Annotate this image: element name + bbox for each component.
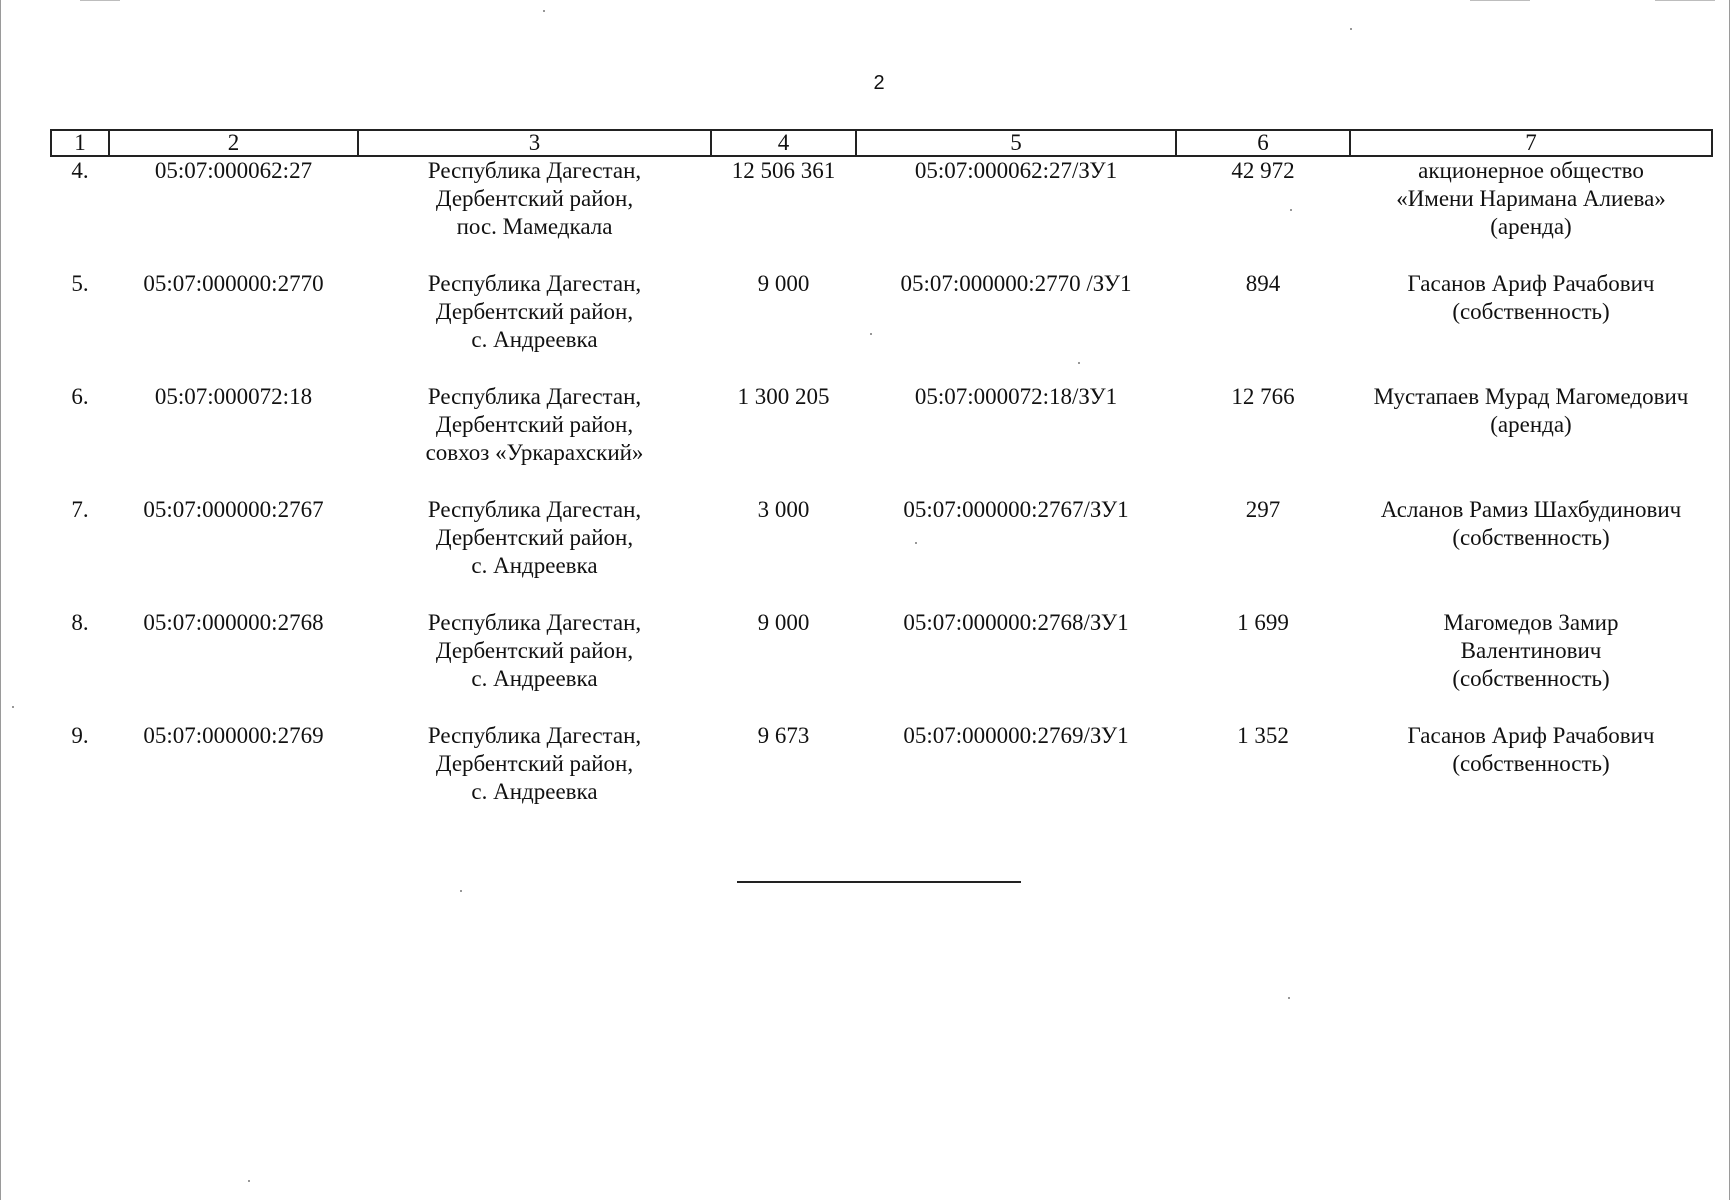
address-line: Дербентский район,	[435, 412, 634, 437]
row-number: 8.	[71, 610, 89, 635]
address-line: с. Андреевка	[471, 553, 598, 578]
column-header: 7	[1350, 130, 1712, 156]
column-header: 5	[856, 130, 1176, 156]
plot-area-value: 297	[1245, 497, 1281, 522]
cadastral-number-cell	[109, 270, 358, 383]
end-of-table-rule	[737, 881, 1021, 883]
holder-cell	[1350, 156, 1712, 270]
cadastral-number: 05:07:000000:2770	[143, 271, 324, 296]
area-cell	[711, 609, 856, 722]
row-number: 5.	[71, 271, 89, 296]
plot-area-value: 1 352	[1237, 723, 1289, 748]
address-line: Республика Дагестан,	[427, 384, 642, 409]
plot-number-cell	[856, 496, 1176, 609]
page-number: 2	[873, 72, 885, 94]
cadastral-number: 05:07:000000:2767	[143, 497, 324, 522]
address-cell	[358, 270, 711, 383]
table-row	[51, 496, 1712, 609]
plot-area-cell	[1176, 609, 1350, 722]
address-line: с. Андреевка	[471, 779, 598, 804]
scan-top-mark	[80, 0, 120, 1]
cadastral-number-cell	[109, 156, 358, 270]
area-value: 12 506 361	[731, 158, 836, 183]
address-line: Республика Дагестан,	[427, 497, 642, 522]
plot-number-cell	[856, 722, 1176, 835]
holder-line: Гасанов Ариф Рачабович	[1407, 271, 1655, 296]
area-cell	[711, 722, 856, 835]
land-plots-table	[50, 129, 1713, 835]
scan-top-mark	[1470, 0, 1530, 1]
holder-cell	[1350, 496, 1712, 609]
holder-line: (собственность)	[1452, 666, 1610, 691]
plot-number: 05:07:000000:2767/ЗУ1	[903, 497, 1129, 522]
scan-speck	[1350, 28, 1352, 30]
table-header-row	[51, 130, 1712, 156]
plot-number: 05:07:000000:2770 /ЗУ1	[900, 271, 1132, 296]
area-cell	[711, 496, 856, 609]
cadastral-number: 05:07:000062:27	[154, 158, 313, 183]
scan-speck	[248, 1180, 250, 1182]
address-line: Дербентский район,	[435, 751, 634, 776]
scan-top-mark	[1655, 0, 1715, 1]
area-value: 9 673	[757, 723, 810, 748]
scan-speck	[1290, 209, 1292, 211]
cadastral-number: 05:07:000000:2769	[143, 723, 324, 748]
holder-cell	[1350, 383, 1712, 496]
row-number: 7.	[71, 497, 89, 522]
plot-area-cell	[1176, 270, 1350, 383]
holder-line: Магомедов Замир	[1443, 610, 1619, 635]
scan-speck	[12, 706, 14, 708]
plot-area-value: 12 766	[1231, 384, 1295, 409]
plot-area-cell	[1176, 383, 1350, 496]
address-line: пос. Мамедкала	[456, 214, 613, 239]
row-number-cell	[51, 496, 109, 609]
area-value: 9 000	[757, 271, 810, 296]
table-row	[51, 383, 1712, 496]
holder-line: Валентинович	[1460, 638, 1602, 663]
holder-line: Асланов Рамиз Шахбудинович	[1380, 497, 1682, 522]
scan-speck	[460, 890, 462, 892]
address-line: Республика Дагестан,	[427, 610, 642, 635]
holder-line: (собственность)	[1452, 525, 1610, 550]
address-line: совхоз «Уркарахский»	[425, 440, 644, 465]
address-line: Дербентский район,	[435, 186, 634, 211]
column-header: 6	[1176, 130, 1350, 156]
plot-area-cell	[1176, 156, 1350, 270]
plot-area-cell	[1176, 496, 1350, 609]
row-number: 4.	[71, 158, 89, 183]
row-number-cell	[51, 722, 109, 835]
plot-number: 05:07:000062:27/ЗУ1	[914, 158, 1118, 183]
holder-cell	[1350, 722, 1712, 835]
plot-number-cell	[856, 383, 1176, 496]
address-cell	[358, 383, 711, 496]
cadastral-number-cell	[109, 383, 358, 496]
area-value: 1 300 205	[737, 384, 830, 409]
cadastral-number-cell	[109, 496, 358, 609]
plot-area-value: 894	[1245, 271, 1281, 296]
column-header: 4	[711, 130, 856, 156]
scan-speck	[1288, 997, 1290, 999]
address-line: с. Андреевка	[471, 327, 598, 352]
holder-line: «Имени Наримана Алиева»	[1396, 186, 1666, 211]
plot-area-value: 42 972	[1231, 158, 1295, 183]
address-line: с. Андреевка	[471, 666, 598, 691]
plot-area-value: 1 699	[1237, 610, 1289, 635]
area-cell	[711, 270, 856, 383]
cadastral-number: 05:07:000072:18	[154, 384, 313, 409]
address-line: Дербентский район,	[435, 638, 634, 663]
area-value: 9 000	[757, 610, 810, 635]
scan-speck	[870, 333, 872, 335]
table-row	[51, 156, 1712, 270]
area-value: 3 000	[757, 497, 810, 522]
holder-line: (аренда)	[1490, 412, 1572, 437]
holder-cell	[1350, 609, 1712, 722]
address-line: Дербентский район,	[435, 525, 634, 550]
row-number-cell	[51, 156, 109, 270]
plot-number: 05:07:000072:18/ЗУ1	[914, 384, 1118, 409]
scan-speck	[1078, 362, 1080, 364]
plot-number: 05:07:000000:2768/ЗУ1	[903, 610, 1129, 635]
cadastral-number: 05:07:000000:2768	[143, 610, 324, 635]
address-cell	[358, 722, 711, 835]
address-cell	[358, 496, 711, 609]
holder-line: Мустапаев Мурад Магомедович	[1373, 384, 1689, 409]
column-header: 2	[109, 130, 358, 156]
holder-line: (собственность)	[1452, 299, 1610, 324]
address-line: Республика Дагестан,	[427, 271, 642, 296]
scan-left-edge	[0, 0, 1, 1200]
table-row	[51, 270, 1712, 383]
plot-number: 05:07:000000:2769/ЗУ1	[903, 723, 1129, 748]
plot-number-cell	[856, 270, 1176, 383]
address-cell	[358, 156, 711, 270]
address-line: Дербентский район,	[435, 299, 634, 324]
row-number: 6.	[71, 384, 89, 409]
scan-speck	[915, 542, 917, 544]
column-header: 1	[51, 130, 109, 156]
plot-number-cell	[856, 156, 1176, 270]
scan-speck	[543, 10, 545, 12]
cadastral-number-cell	[109, 722, 358, 835]
area-cell	[711, 383, 856, 496]
column-header: 3	[358, 130, 711, 156]
address-line: Республика Дагестан,	[427, 158, 642, 183]
plot-area-cell	[1176, 722, 1350, 835]
table-row	[51, 722, 1712, 835]
row-number: 9.	[71, 723, 89, 748]
plot-number-cell	[856, 609, 1176, 722]
cadastral-number-cell	[109, 609, 358, 722]
address-cell	[358, 609, 711, 722]
holder-line: акционерное общество	[1418, 158, 1644, 183]
table-row	[51, 609, 1712, 722]
holder-line: (аренда)	[1490, 214, 1572, 239]
holder-line: Гасанов Ариф Рачабович	[1407, 723, 1655, 748]
row-number-cell	[51, 383, 109, 496]
area-cell	[711, 156, 856, 270]
row-number-cell	[51, 270, 109, 383]
holder-cell	[1350, 270, 1712, 383]
address-line: Республика Дагестан,	[427, 723, 642, 748]
holder-line: (собственность)	[1452, 751, 1610, 776]
row-number-cell	[51, 609, 109, 722]
